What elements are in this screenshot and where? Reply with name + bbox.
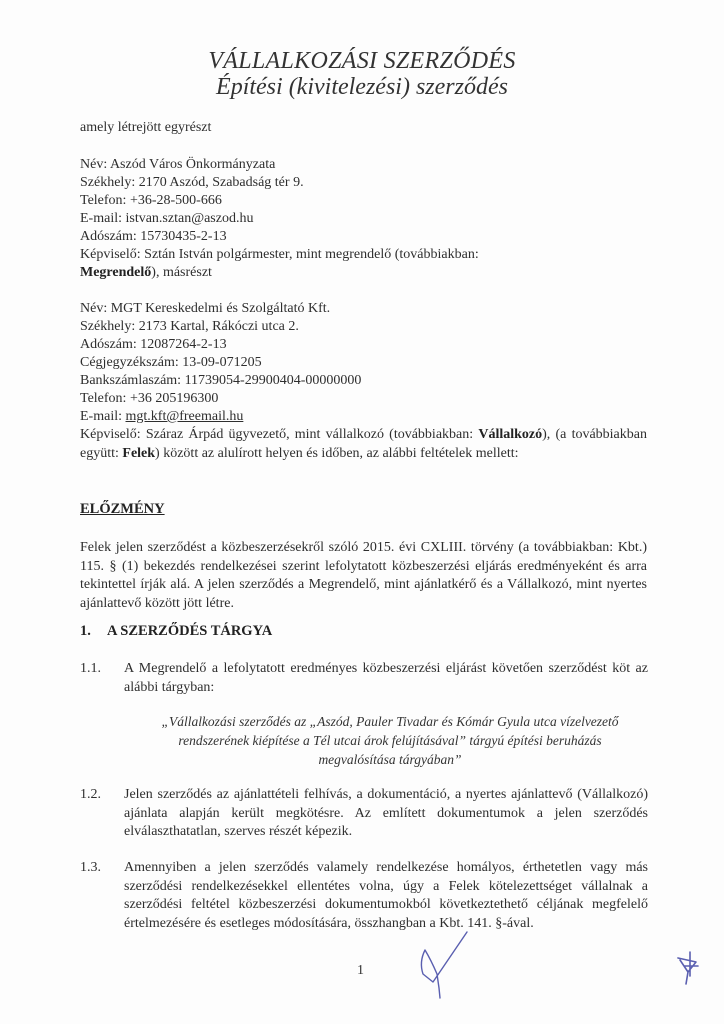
party1-representative-cont [80, 264, 212, 282]
intro-text: amely létrejött egyrészt [80, 120, 212, 135]
term-megrendelo: Megrendelő [80, 265, 152, 280]
item-text-1-2: Jelen szerződés az ajánlattételi felhívás, a dokumentáció, a nyertes ajánlattevő (Vállalkozó) ajánlata alapján került megkötésre. Az említett dokumentumok a jelen szerződés elválaszthatatlan, szerves részét képezik. [124, 787, 648, 839]
party2-bank: Bankszámlaszám: 11739054-29900404-00000000 [80, 373, 362, 388]
term-vallalkozo: Vállalkozó [478, 427, 543, 442]
preamble-text: Felek jelen szerződést a közbeszerzésekről szóló 2015. évi CXLIII. törvény (a továbbiakban: Kbt.) 115. § (1) bekezdés rendelkezései szerint lefolytatott közbeszerzési eljárás eredményeként és arra tekintettel írják alá. A jelen szerződés a Megrendelő, mint ajánlatkérő és a Vállalkozó, mint nyertes ajánlattevő között jött létre. [80, 540, 647, 611]
party2-email [80, 408, 243, 426]
party2-email-label: E-mail: [80, 409, 126, 424]
party2-phone: Telefon: +36 205196300 [80, 391, 219, 406]
document-title: VÁLLALKOZÁSI SZERZŐDÉS [208, 48, 516, 74]
party2-rep-b: ), (a továbbiakban együtt: [80, 427, 647, 461]
item-text-1-3: Amennyiben a jelen szerződés valamely rendelkezése homályos, érthetetlen vagy más szerződési rendelkezésekkel ellentétes volna, úgy a Felek kötelezettséget vállalnak a szerződési feltétel közbeszerzési dokumentumokból következtethető céljának megfelelő értelmezésére és esetleges módosítására, összhangban a Kbt. 141. §-ával. [124, 860, 648, 931]
party2-email-link[interactable]: mgt.kft@freemail.hu [125, 409, 244, 424]
item-text-1-1: A Megrendelő a lefolytatott eredményes közbeszerzési eljárást követően szerződést köt az alábbi tárgyban: [124, 661, 648, 695]
party1-email: E-mail: istvan.sztan@aszod.hu [80, 211, 254, 226]
party2-tax: Adószám: 12087264-2-13 [80, 337, 227, 352]
party1-representative: Képviselő: Sztán István polgármester, mint megrendelő (továbbiakban: [80, 247, 479, 262]
party1-tax: Adószám: 15730435-2-13 [80, 229, 227, 244]
page-number: 1 [357, 963, 364, 978]
quote-line-3: megvalósítása tárgyában” [318, 752, 462, 767]
party1-name: Név: Aszód Város Önkormányzata [80, 157, 276, 172]
item-number-1-3: 1.3. [80, 860, 101, 875]
preamble-heading: ELŐZMÉNY [80, 501, 165, 517]
party2-representative [80, 426, 647, 463]
quote-line-2: rendszerének kiépítése a Tél utcai árok felújításával” tárgyú építési beruházás [178, 733, 602, 748]
section-number: 1. [80, 623, 91, 639]
signature-initials-right [672, 950, 706, 992]
item-number-1-2: 1.2. [80, 787, 101, 802]
party2-rep-c: ) között az alulírott helyen és időben, az alábbi feltételek mellett: [155, 445, 519, 461]
party2-registry: Cégjegyzékszám: 13-09-071205 [80, 355, 262, 370]
party1-phone: Telefon: +36-28-500-666 [80, 193, 222, 208]
document-subtitle: Építési (kivitelezési) szerződés [216, 74, 508, 100]
party2-seat: Székhely: 2173 Kartal, Rákóczi utca 2. [80, 319, 299, 334]
party2-rep-a: Képviselő: Száraz Árpád ügyvezető, mint vállalkozó (továbbiakban: [80, 427, 479, 442]
party2-name: Név: MGT Kereskedelmi és Szolgáltató Kft. [80, 301, 331, 316]
signature-initials-center [415, 930, 475, 1000]
party1-rep-suffix: ), másrészt [151, 265, 212, 280]
item-number-1-1: 1.1. [80, 661, 101, 676]
party1-seat: Székhely: 2170 Aszód, Szabadság tér 9. [80, 175, 304, 190]
term-felek: Felek [122, 445, 156, 461]
contract-subject-quote [135, 712, 645, 769]
quote-line-1: „Vállalkozási szerződés az „Aszód, Pauler Tivadar és Kómár Gyula utca vízelvezető [161, 714, 619, 729]
section-title: A SZERZŐDÉS TÁRGYA [107, 623, 273, 639]
